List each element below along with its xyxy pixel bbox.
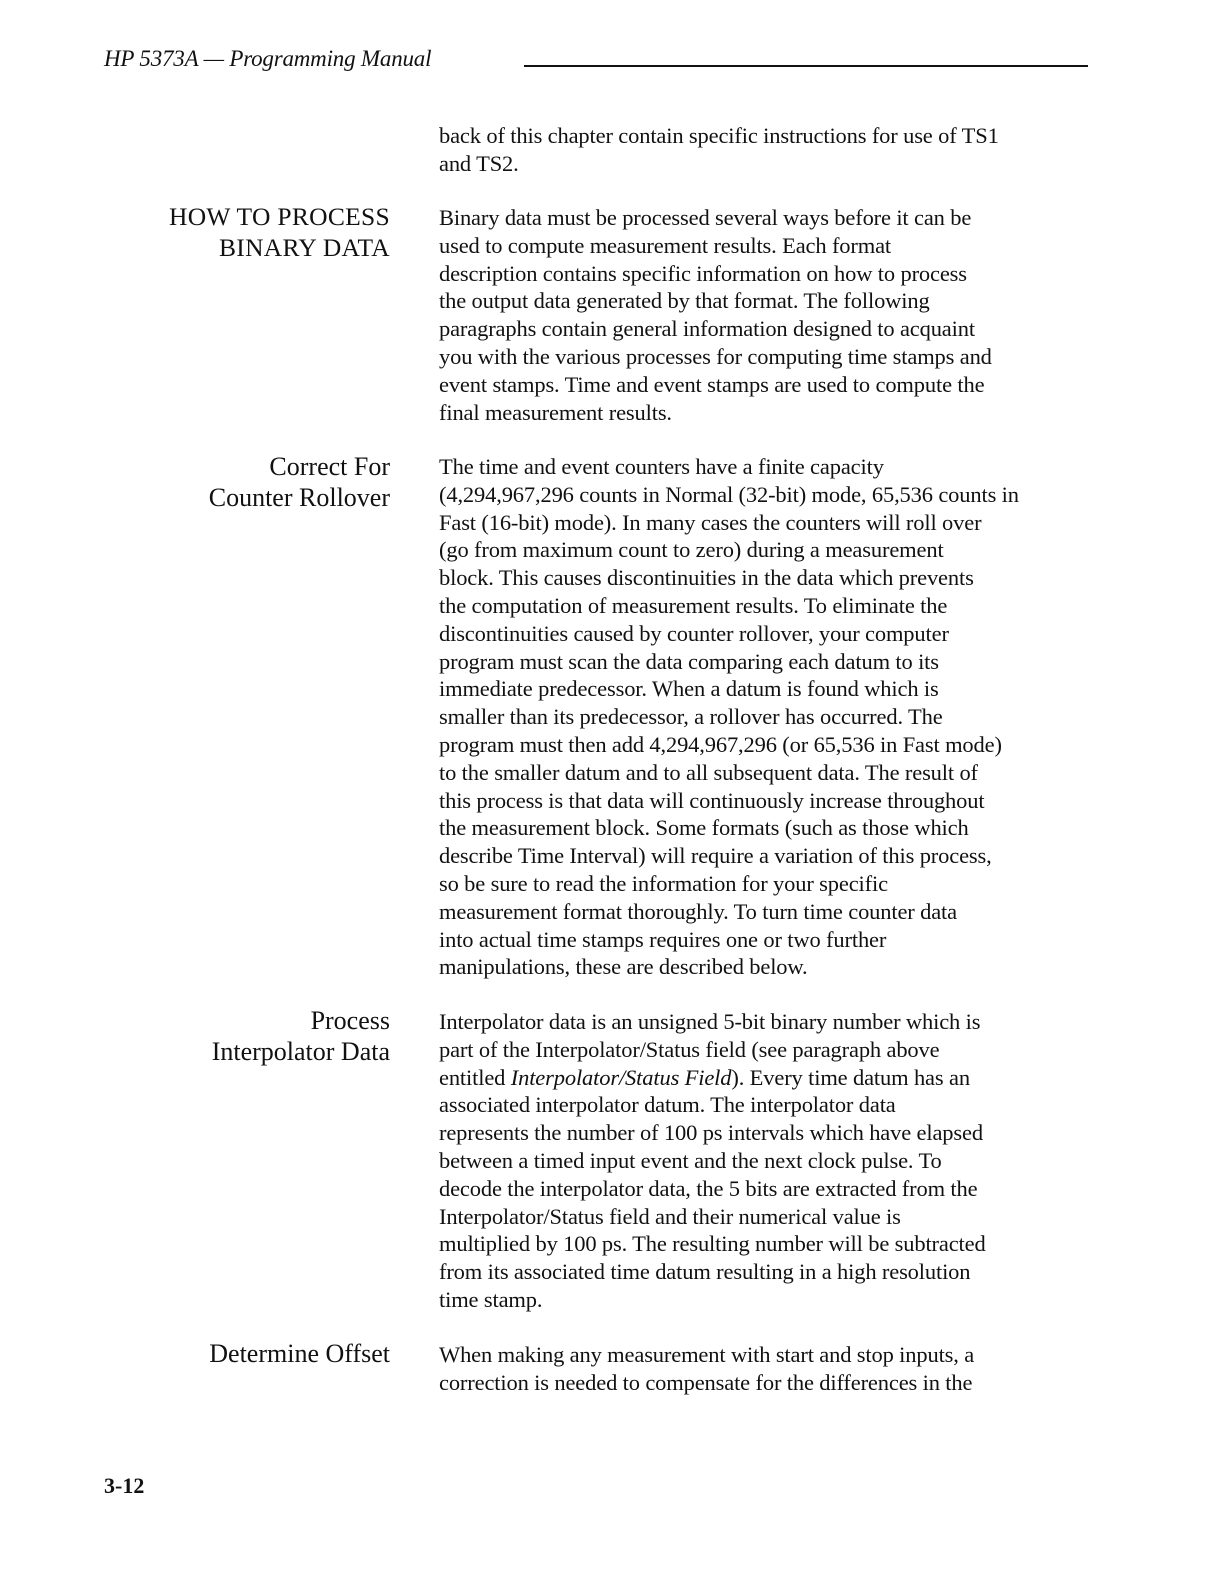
text-line: Interpolator/Status field and their numerical value is bbox=[439, 1203, 901, 1229]
text-line: program must then add 4,294,967,296 (or 65,536 in Fast mode) bbox=[439, 731, 1002, 757]
text-line: multiplied by 100 ps. The resulting number will be subtracted bbox=[439, 1231, 986, 1257]
text-line: event stamps. Time and event stamps are used to compute the bbox=[439, 371, 985, 397]
paragraph-correct-for-counter-rollover bbox=[439, 453, 1119, 981]
text-line: the measurement block. Some formats (such as those which bbox=[439, 815, 969, 841]
text-line: paragraphs contain general information designed to acquaint bbox=[439, 316, 975, 342]
section-heading-process-interpolator-data bbox=[212, 1005, 390, 1067]
text-line: associated interpolator datum. The interpolator data bbox=[439, 1092, 896, 1118]
text-line: decode the interpolator data, the 5 bits are extracted from the bbox=[439, 1175, 978, 1201]
text-line: discontinuities caused by counter rollover, your computer bbox=[439, 620, 949, 646]
text-line: describe Time Interval) will require a variation of this process, bbox=[439, 843, 992, 869]
text-line: the computation of measurement results. To eliminate the bbox=[439, 592, 948, 618]
page-number: 3-12 bbox=[104, 1473, 145, 1498]
running-header bbox=[104, 46, 1088, 80]
text-line: used to compute measurement results. Each format bbox=[439, 232, 892, 258]
cross-reference-title: Interpolator/Status Field bbox=[510, 1064, 732, 1090]
text-line: block. This causes discontinuities in the data which prevents bbox=[439, 565, 974, 591]
section-heading-determine-offset bbox=[209, 1338, 390, 1369]
heading-line: Process bbox=[310, 1006, 390, 1035]
text-line: (go from maximum count to zero) during a measurement bbox=[439, 537, 944, 563]
text-line: correction is needed to compensate for the differences in the bbox=[439, 1369, 973, 1395]
text-line: (4,294,967,296 counts in Normal (32-bit) mode, 65,536 counts in bbox=[439, 481, 1019, 507]
text-line: and TS2. bbox=[439, 150, 519, 176]
text-line: part of the Interpolator/Status field (see paragraph above bbox=[439, 1036, 940, 1062]
text-line: immediate predecessor. When a datum is found which is bbox=[439, 676, 939, 702]
text-line: Binary data must be processed several ways before it can be bbox=[439, 205, 972, 230]
text-run: entitled bbox=[439, 1064, 511, 1090]
text-line: into actual time stamps requires one or two further bbox=[439, 926, 887, 952]
section-heading-how-to-process-binary-data bbox=[169, 201, 390, 263]
text-line: measurement format thoroughly. To turn time counter data bbox=[439, 898, 957, 924]
manual-title: HP 5373A — Programming Manual bbox=[104, 46, 432, 71]
text-line: between a timed input event and the next clock pulse. To bbox=[439, 1147, 942, 1173]
heading-line: Counter Rollover bbox=[208, 483, 390, 512]
text-line: Fast (16-bit) mode). In many cases the counters will roll over bbox=[439, 509, 982, 535]
text-line: back of this chapter contain specific instructions for use of TS1 bbox=[439, 123, 999, 148]
heading-line: Determine Offset bbox=[209, 1339, 390, 1368]
text-line: you with the various processes for computing time stamps and bbox=[439, 343, 992, 369]
text-line: description contains specific information on how to process bbox=[439, 260, 967, 286]
text-line: Interpolator data is an unsigned 5-bit binary number which is bbox=[439, 1009, 981, 1034]
text-line: The time and event counters have a finite capacity bbox=[439, 454, 884, 479]
text-line: program must scan the data comparing each datum to its bbox=[439, 648, 939, 674]
section-heading-correct-for-counter-rollover bbox=[209, 451, 390, 513]
text-line: from its associated time datum resulting in a high resolution bbox=[439, 1259, 971, 1285]
paragraph-determine-offset bbox=[439, 1341, 1119, 1397]
heading-line: Correct For bbox=[269, 452, 390, 481]
text-line: represents the number of 100 ps intervals which have elapsed bbox=[439, 1120, 983, 1146]
heading-line: HOW TO PROCESS bbox=[168, 202, 390, 231]
text-line: final measurement results. bbox=[439, 399, 672, 425]
text-line: the output data generated by that format. The following bbox=[439, 288, 930, 314]
intro-paragraph bbox=[439, 122, 1119, 178]
paragraph-process-interpolator-data bbox=[439, 1008, 1119, 1314]
text-run: ). Every time datum has an bbox=[731, 1064, 970, 1090]
text-line: this process is that data will continuously increase throughout bbox=[439, 787, 985, 813]
text-line: manipulations, these are described below. bbox=[439, 954, 808, 980]
text-line bbox=[439, 1064, 1119, 1092]
heading-line: Interpolator Data bbox=[211, 1037, 390, 1066]
heading-line: BINARY DATA bbox=[218, 233, 390, 262]
text-line: to the smaller datum and to all subsequent data. The result of bbox=[439, 759, 978, 785]
text-line: When making any measurement with start and stop inputs, a bbox=[439, 1342, 975, 1367]
text-line: time stamp. bbox=[439, 1286, 543, 1312]
text-line: so be sure to read the information for your specific bbox=[439, 870, 888, 896]
paragraph-how-to-process-binary-data bbox=[439, 204, 1119, 426]
text-line: smaller than its predecessor, a rollover has occurred. The bbox=[439, 704, 943, 730]
header-rule bbox=[524, 65, 1088, 67]
